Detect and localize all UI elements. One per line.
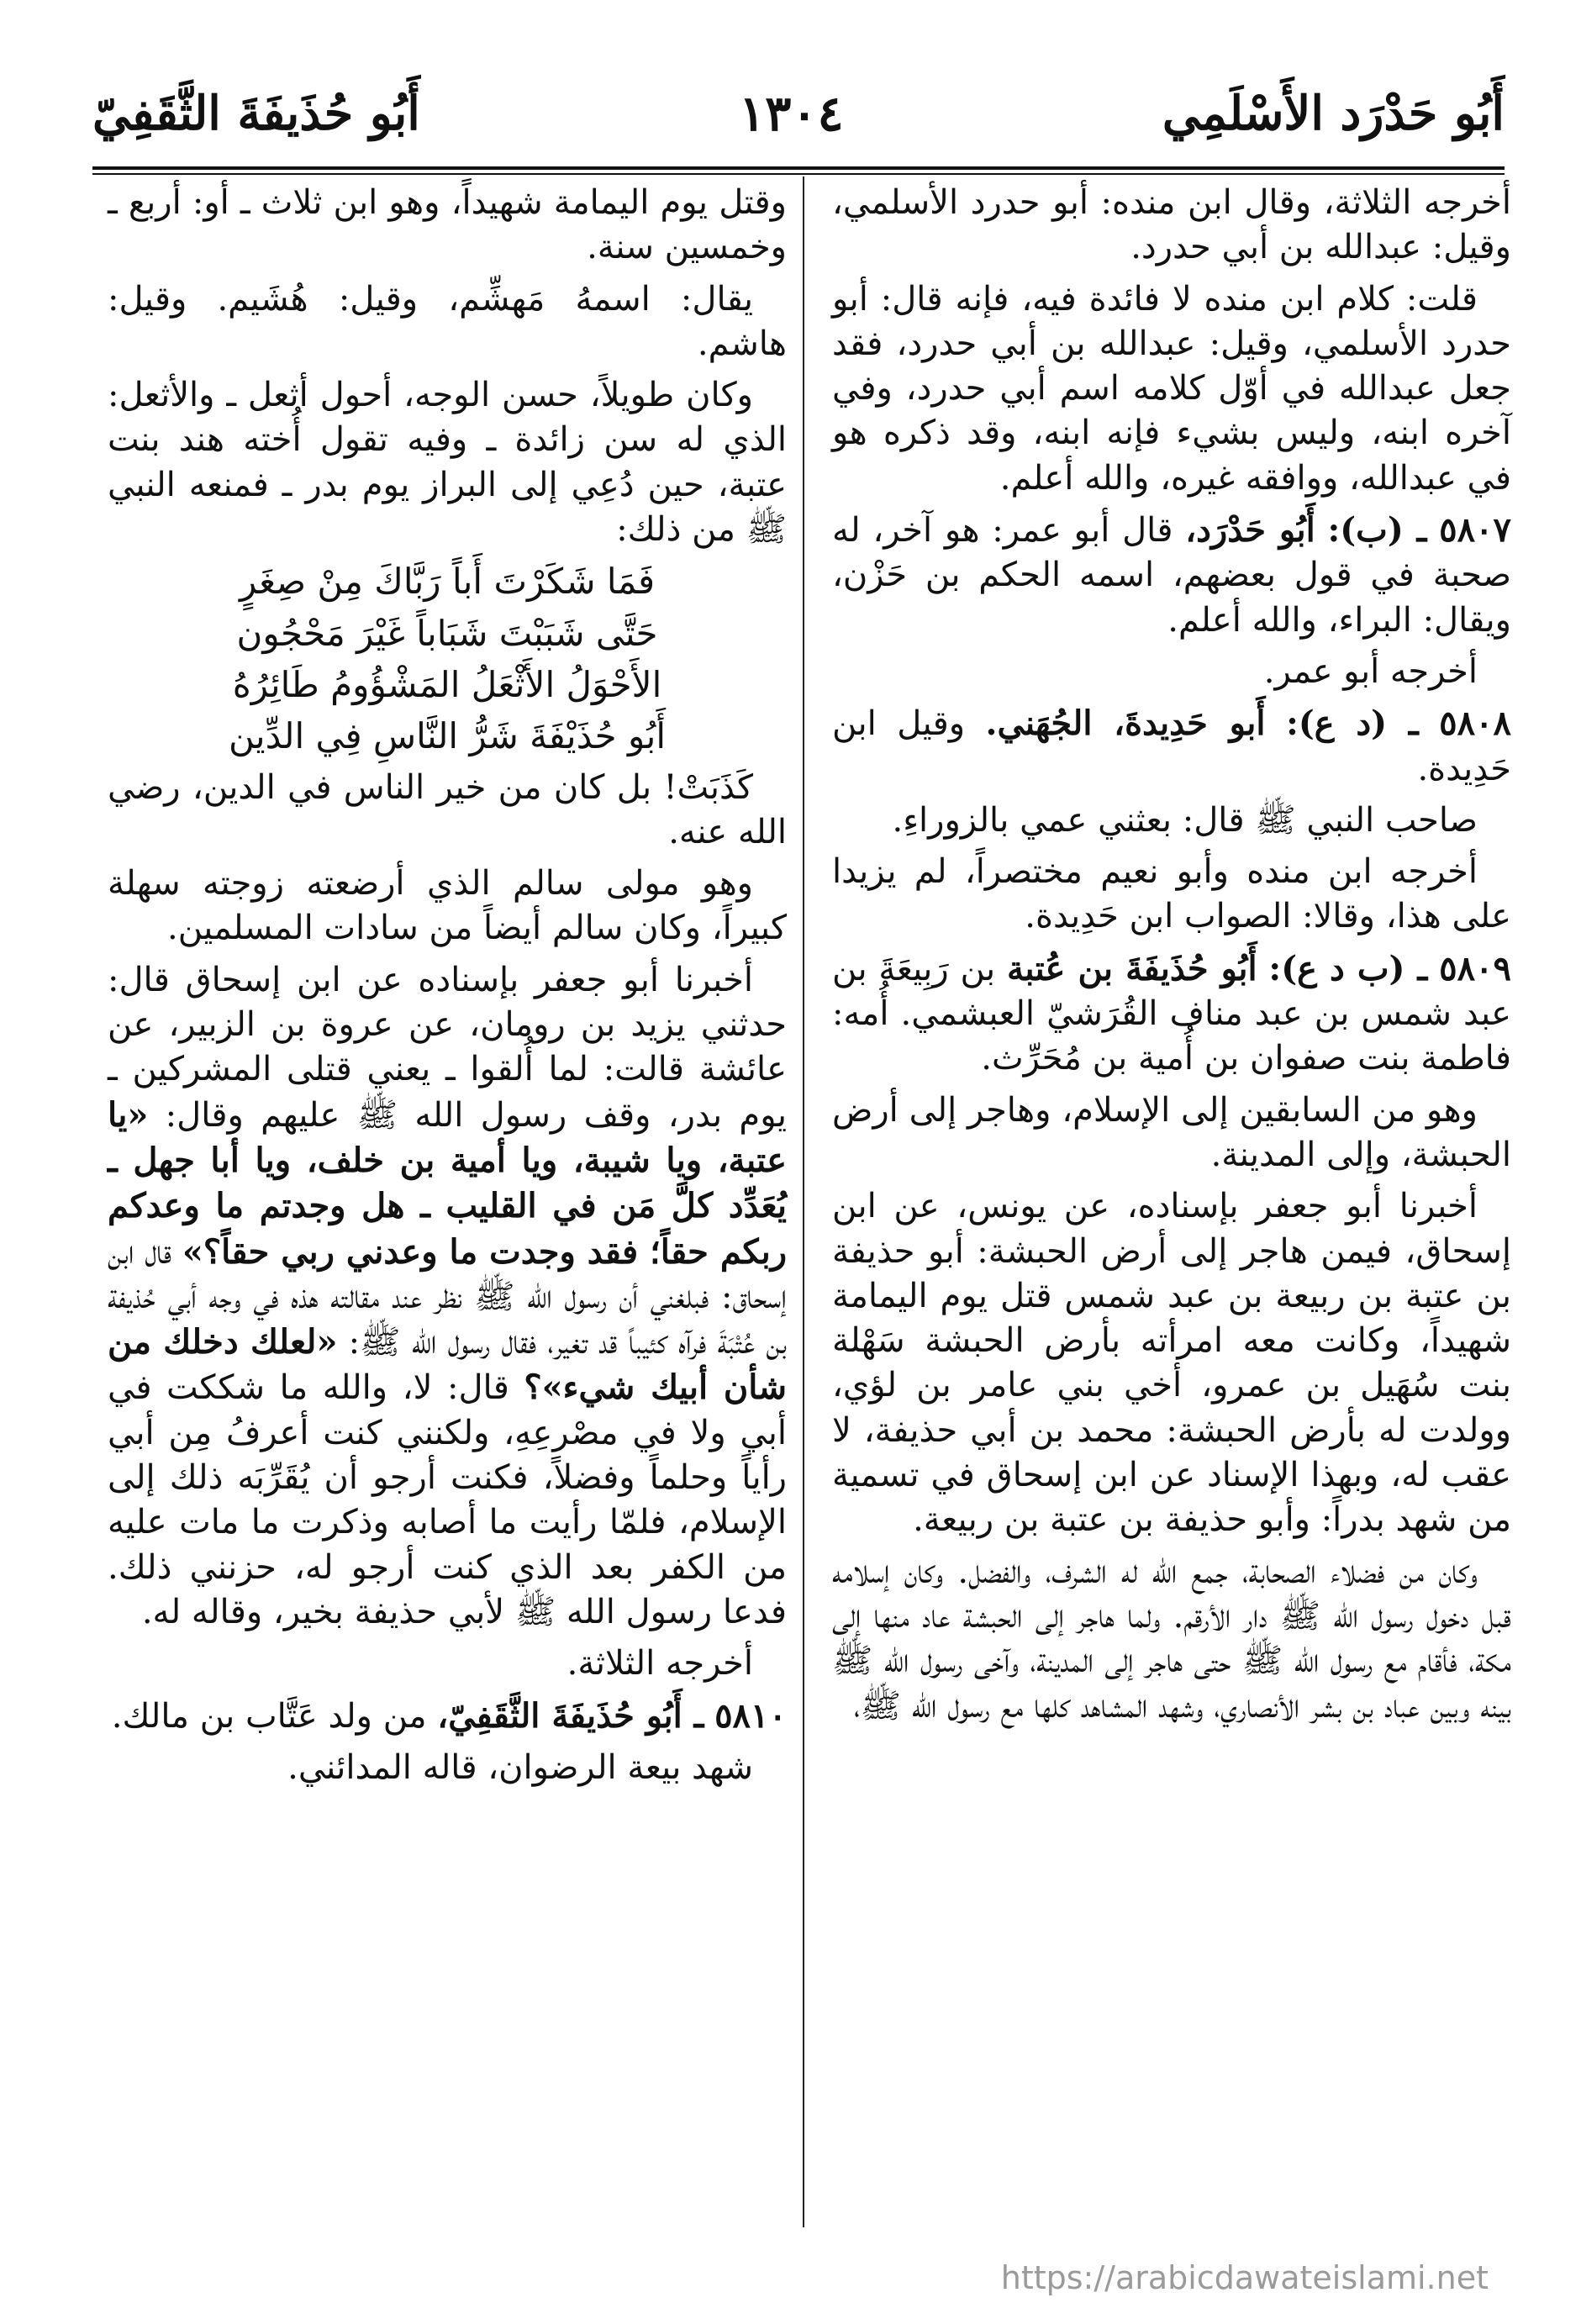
header-rule (92, 166, 1505, 170)
poem-verse: فَمَا شَكَرْتَ أَباً رَبَّاكَ مِنْ صِغَرٍ (239, 561, 656, 603)
running-head-right: أَبُو حَدْرَد الأَسْلَمِي (1162, 86, 1505, 141)
paragraph: قلت: كلام ابن منده لا فائدة فيه، فإنه قال: أبو حدرد الأسلمي، وقيل: عبدالله بن أبي حدرد، فقد جعل عبدالله في أوّل كلامه اسم أبي حدرد، وفي آخره ابنه، وليس بشيء فإنه ابنه، وقد ذكره هو في عبدالله، ووافقه غيره، والله أعلم. (832, 279, 1511, 498)
entry-text: قال أبو عمر: هو آخر، له صحبة في قول بعضهم، اسمه الحكم بن حَزْن، ويقال: البراء، والله أعلم. (832, 511, 1511, 640)
entry-name: أَبُو حَدْرَد، (1185, 510, 1315, 551)
hadith-quote: «لعلك دخلك من شأن أبيك شيء»؟ (108, 1322, 788, 1408)
entry-tag: (ب د ع): (1268, 948, 1405, 988)
paragraph: أخرجه الثلاثة. (567, 1644, 753, 1684)
left-column (108, 181, 787, 2223)
poem-verse: الأَحْوَلُ الأَثْعَلُ المَشْؤُومُ طَائِرُهُ (232, 663, 662, 705)
paragraph: وهو من السابقين إلى الإسلام، وهاجر إلى أرض الحبشة، وإلى المدينة. (832, 1090, 1511, 1174)
hadith-text: أخبرنا أبو جعفر بإسناده عن ابن إسحاق قال: حدثني يزيد بن رومان، عن عروة بن الزبير، عن عائشة قالت: لما أُلقوا ـ يعني قتلى المشركين ـ يوم بدر، وقف رسول الله ﷺ عليهم وقال: (108, 960, 787, 1135)
poem-verse: حَتَّى شَبَبْتَ شَبَاباً غَيْرَ مَحْجُون (236, 612, 658, 654)
entry-number: ٥٨٠٧ (1439, 510, 1512, 551)
entry-name: أَبو حَدِيدةَ، الجُهَني. (985, 704, 1266, 744)
running-head-left: أَبُو حُذَيفَةَ الثَّقَفِيّ (92, 86, 420, 141)
paragraph: وهو مولى سالم الذي أرضعته زوجته سهلة كبيراً، وكان سالم أيضاً من سادات المسلمين. (108, 864, 787, 948)
entry-5810: ٥٨١٠ ـ أَبُو حُذَيفَةَ الثَّقَفِيّ، من ولد عَتَّاب بن مالك. (111, 1695, 787, 1736)
paragraph: يقال: اسمهُ مَهشِّم، وقيل: هُشَيم. وقيل: هاشم. (108, 279, 787, 363)
entry-5809: ٥٨٠٩ ـ (ب د ع): أَبُو حُذَيفَةَ بن عُتبة بن رَبِيعَةَ بن عبد شمس بن عبد مناف القُرَشيّ العبشمي. أُمه: فاطمة بنت صفوان بن أُمية بن مُحَرِّث. (832, 948, 1512, 1078)
entry-number: ٥٨٠٩ (1439, 948, 1512, 988)
right-column (832, 181, 1511, 2223)
hadith-text: قال ابن إسحاق: فبلغني أن رسول الله ﷺ نظر عند مقالته هذه في وجه أبي حُذيفة بن عُتْبَةَ فرآه كئيباً قد تغير، فقال رسول الله ﷺ: (108, 1232, 787, 1362)
entry-number: ٥٨٠٨ (1439, 704, 1512, 744)
entry-number: ٥٨١٠ (714, 1695, 787, 1736)
entry-name: أَبُو حُذَيفَةَ بن عُتبة (1006, 948, 1257, 988)
paragraph: أخرجه ابن منده وأبو نعيم مختصراً، لم يزيدا على هذا، وقالا: الصواب ابن حَدِيدة. (832, 852, 1511, 936)
entry-tag: (د ع): (1286, 704, 1388, 744)
header-rule-thin (92, 173, 1505, 175)
entry-text: وقيل ابن حَدِيدة. (832, 704, 1511, 788)
paragraph: أخرجه أبو عمر. (1263, 651, 1478, 691)
paragraph: وقتل يوم اليمامة شهيداً، وهو ابن ثلاث ـ أو: أربع ـ وخمسين سنة. (108, 183, 787, 267)
hadith-text: قال: لا، والله ما شككت في أبي ولا في مصْرعِهِ، ولكنني كنت أعرفُ مِن أبي رأياً وحلماً وفضلاً، فكنت أرجو أن يُقَرِّبَه ذلك إلى الإسلام، فلمّا رأيت ما أصابه وذكرت ما مات عليه من الكفر بعد الذي كنت أرجو له، حزنني ذلك. فدعا رسول الله ﷺ لأبي حذيفة بخير، وقاله له. (108, 1368, 787, 1631)
entry-text: من ولد عَتَّاب بن مالك. (111, 1696, 427, 1736)
paragraph: كَذَبَتْ! بل كان من خير الناس في الدين، رضي الله عنه. (108, 767, 787, 851)
paragraph: صاحب النبي ﷺ قال: بعثني عمي بالزوراءِ. (892, 800, 1478, 840)
paragraph: وكان طويلاً، حسن الوجه، أحول أثعل ـ والأثعل: الذي له سن زائدة ـ وفيه تقول أُخته هند بنت عتبة، حين دُعِي إلى البراز يوم بدر ـ فمنعه النبي ﷺ من ذلك: (108, 376, 788, 550)
entry-5808: ٥٨٠٨ ـ (د ع): أَبو حَدِيدةَ، الجُهَني. وقيل ابن حَدِيدة. (832, 704, 1512, 788)
paragraph: وكان من فضلاء الصحابة، جمع الله له الشرف، والفضل. وكان إسلامه قبل دخول رسول الله ﷺ دار الأرقم. ولما هاجر إلى الحبشة عاد منها إلى مكة، فأقام مع رسول الله ﷺ حتى هاجر إلى المدينة، وآخى رسول الله ﷺ بينه وبين عباد بن بشر الأنصاري، وشهد المشاهد كلها مع رسول الله ﷺ، (832, 1552, 1511, 1726)
poem-verse: أَبُو حُذَيْفَةَ شَرُّ النَّاسِ فِي الدِّين (228, 715, 667, 757)
entry-tag: (ب): (1327, 510, 1404, 551)
entry-name: أَبُو حُذَيفَةَ الثَّقَفِيّ، (437, 1695, 682, 1736)
entry-5807: ٥٨٠٧ ـ (ب): أَبُو حَدْرَد، قال أبو عمر: هو آخر، له صحبة في قول بعضهم، اسمه الحكم بن حَزْن، ويقال: البراء، والله أعلم. (832, 510, 1512, 640)
watermark-url: https://arabicdawateislami.net (1000, 2259, 1489, 2296)
column-divider (803, 177, 804, 2227)
paragraph: شهد بيعة الرضوان، قاله المدائني. (287, 1747, 753, 1787)
paragraph: أخرجه الثلاثة، وقال ابن منده: أبو حدرد الأسلمي، وقيل: عبدالله بن أبي حدرد. (832, 183, 1511, 267)
page-header (92, 67, 1505, 160)
page-number: ١٣٠٤ (739, 85, 844, 142)
entry-text: بن رَبِيعَةَ بن عبد شمس بن عبد مناف القُرَشيّ العبشمي. أُمه: فاطمة بنت صفوان بن أُمية بن مُحَرِّث. (832, 949, 1511, 1078)
hadith-paragraph (108, 958, 787, 1635)
hadith-quote: «يا عتبة، ويا شيبة، ويا أمية بن خلف، ويا أبا جهل ـ يُعَدِّد كلَّ مَن في القليب ـ هل وجدتم ما وعدكم ربكم حقاً؛ فقد وجدت ما وعدني ربي حقاً؟» (108, 1094, 788, 1272)
paragraph: أخبرنا أبو جعفر بإسناده، عن يونس، عن ابن إسحاق، فيمن هاجر إلى أرض الحبشة: أبو حذيفة بن عتبة بن ربيعة بن عبد شمس قتل يوم اليمامة شهيداً، وكانت معه امرأته بأرض الحبشة سَهْلة بنت سُهَيل بن عمرو، أخي بني عامر بن لؤي، وولدت له بأرض الحبشة: محمد بن أبي حذيفة، لا عقب له، وبهذا الإسناد عن ابن إسحاق في تسمية من شهد بدراً: وأبو حذيفة بن عتبة بن ربيعة. (832, 1187, 1511, 1540)
